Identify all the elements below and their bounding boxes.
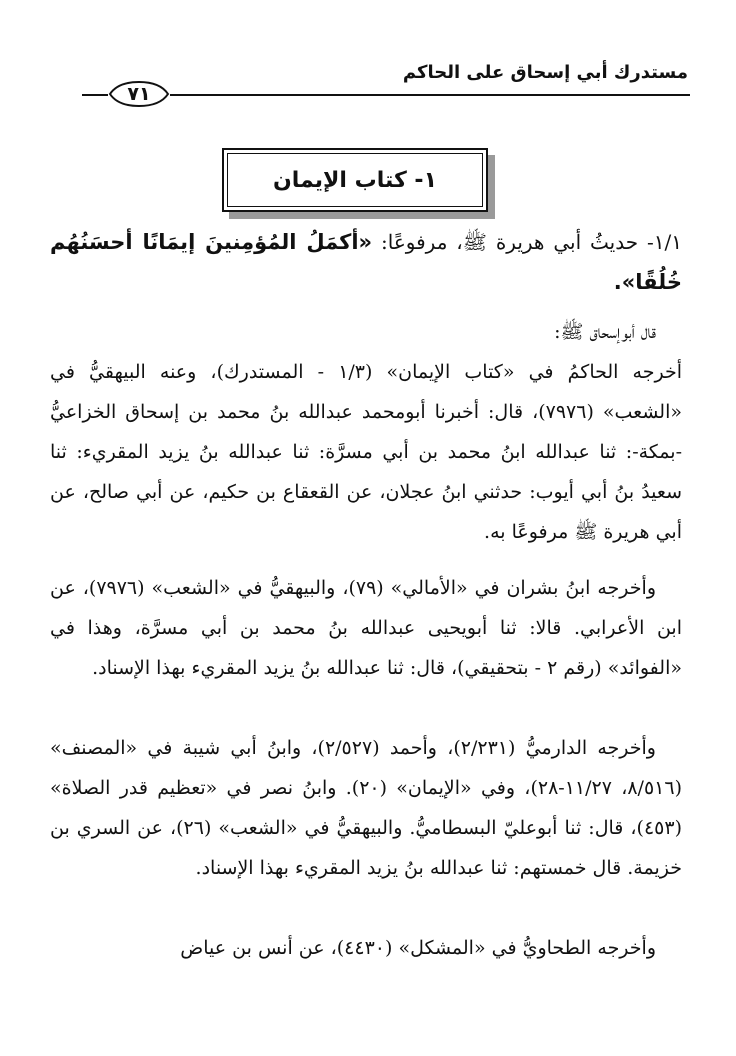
page-number-badge bbox=[106, 80, 172, 108]
page-number: ٧١ bbox=[127, 83, 151, 105]
hadith-matn: «أكمَلُ المُؤمِنينَ إيمَانًا أحسَنُهُم خُلُقًا». bbox=[50, 230, 682, 294]
author-comment-heading: قال أبوإسحاق ﷺ: bbox=[554, 321, 656, 343]
paragraph-4: وأخرجه الطحاويُّ في «المشكل» (٤٤٣٠)، عن أنس بن عياض bbox=[180, 937, 656, 959]
hadith-intro: ١/١- حديثُ أبي هريرة ﷺ، مرفوعًا: bbox=[372, 230, 682, 254]
paragraph-3: وأخرجه الدارميُّ (٢/٢٣١)، وأحمد (٢/٥٢٧)، وابنُ أبي شيبة في «المصنف» (٨/٥١٦، ١١/٢٧-٢٨)، وفي «الإيمان» (٢٠). وابنُ نصر في «تعظيم قدر الصلاة» (٤٥٣)، قال: ثنا أبوعليّ البسطاميُّ. والبيهقيُّ في «الشعب» (٢٦)، عن السري بن خزيمة. قال خمستهم: ثنا عبدالله بنُ يزيد المقريء بهذا الإسناد. bbox=[50, 737, 682, 879]
paragraph-2: وأخرجه ابنُ بشران في «الأمالي» (٧٩)، والبيهقيُّ في «الشعب» (٧٩٧٦)، عن ابن الأعرابي. قالا: ثنا أبويحيى عبدالله بنُ محمد بن أبي مسرَّة، وهذا في «الفوائد» (رقم ٢ - بتحقيقي)، قال: ثنا عبدالله بنُ يزيد المقريء بهذا الإسناد. bbox=[50, 577, 682, 679]
running-title: مستدرك أبي إسحاق على الحاكم bbox=[402, 62, 688, 83]
hadith-statement bbox=[50, 222, 682, 302]
header-rule-tail bbox=[82, 94, 108, 96]
chapter-title: ١- كتاب الإيمان bbox=[227, 153, 483, 207]
chapter-title-box bbox=[222, 148, 488, 212]
paragraph-1: أخرجه الحاكمُ في «كتاب الإيمان» (١/٣ - المستدرك)، وعنه البيهقيُّ في «الشعب» (٧٩٧٦)، قال: أخبرنا أبومحمد عبدالله بنُ محمد بن إسحاق الخزاعيُّ -بمكة-: ثنا عبدالله ابنُ محمد بن أبي مسرَّة: ثنا عبدالله بنُ يزيد المقريء: ثنا سعيدُ بنُ أبي أيوب: حدثني ابنُ عجلان، عن القعقاع بن حكيم، عن أبي صالح، عن أبي هريرة ﷺ مرفوعًا به. bbox=[50, 361, 682, 543]
header-rule bbox=[170, 94, 690, 96]
